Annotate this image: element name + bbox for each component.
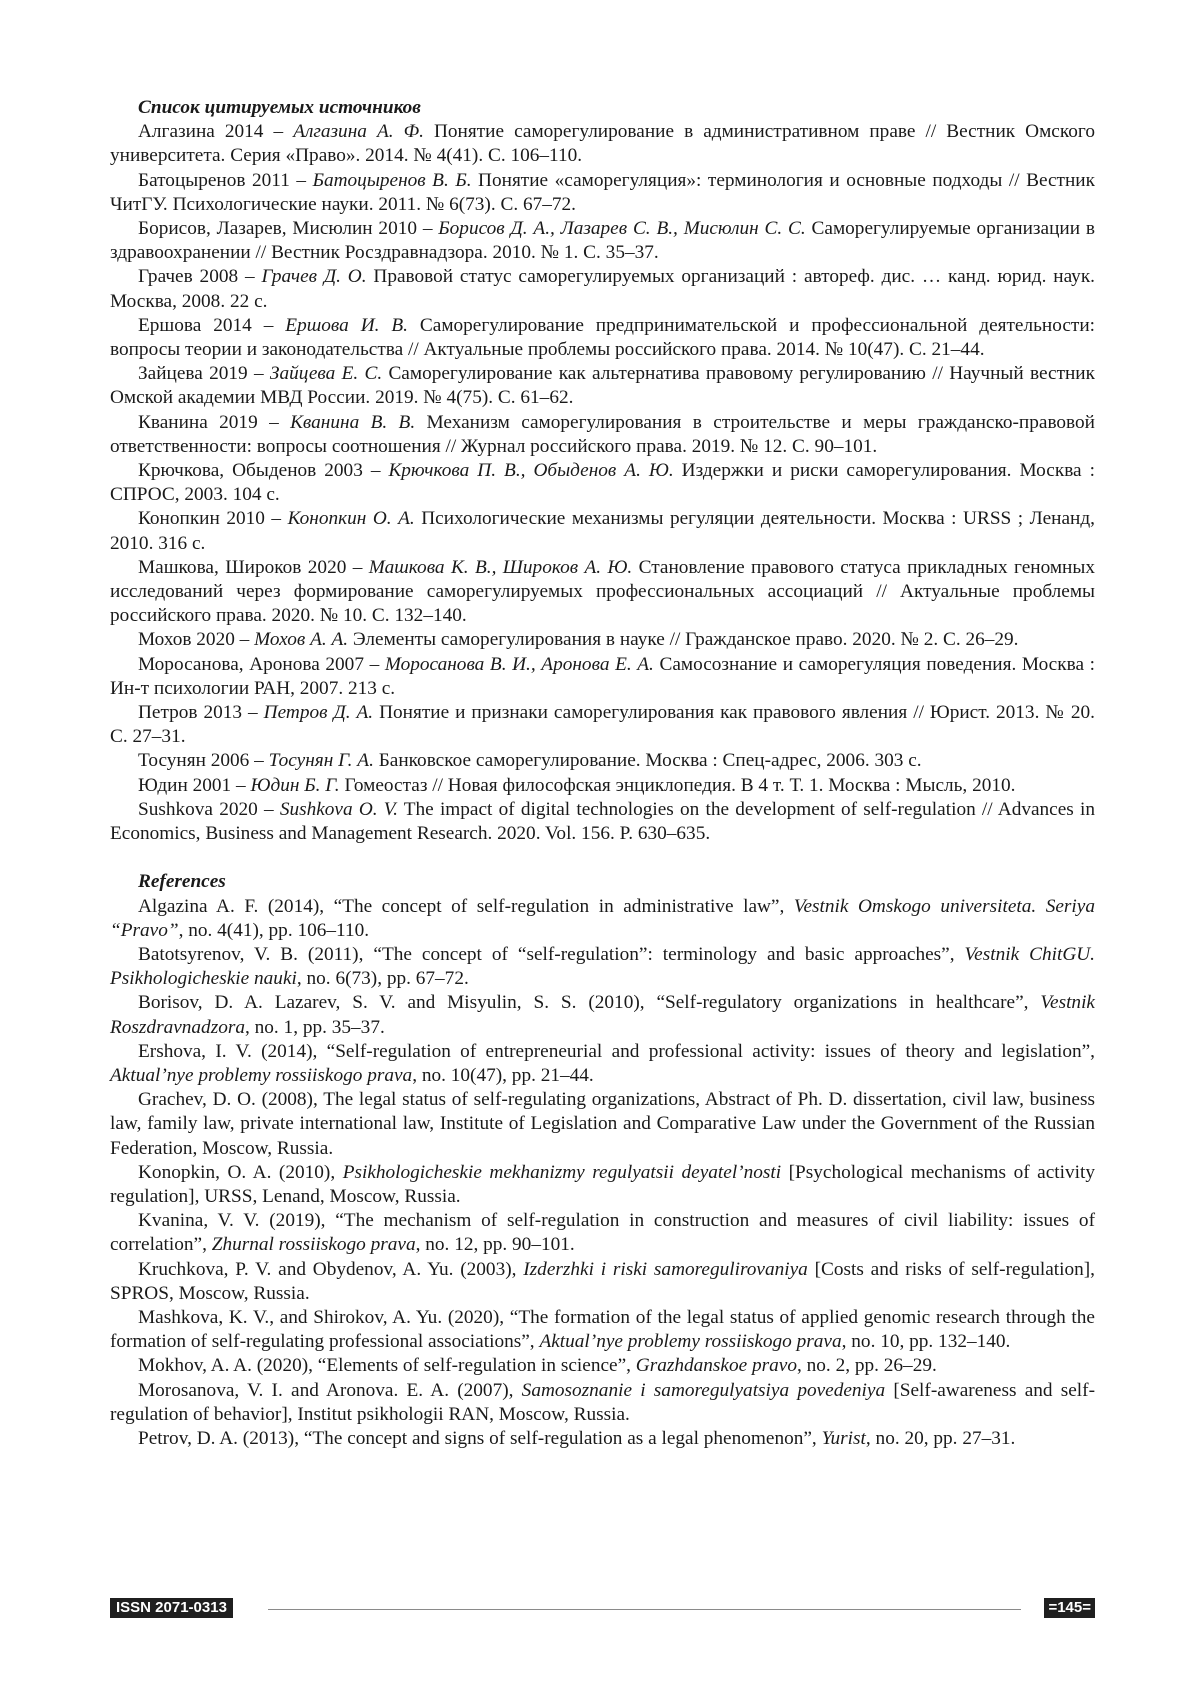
page-footer	[110, 1598, 1095, 1620]
ru-reference-entry: Ершова 2014 – Ершова И. В. Саморегулирование предпринимательской и профессиональной деятельности: вопросы теории и законодательства // Актуальные проблемы российского права. 2014. № 10(47). С. 21–44.	[110, 314, 1095, 362]
ru-reference-entry: Sushkova 2020 – Sushkova O. V. The impact of digital technologies on the development of self-regulation // Advances in Economics, Business and Management Research. 2020. Vol. 156. P. 630–635.	[110, 798, 1095, 846]
en-references-heading: References	[110, 870, 1095, 894]
footer-rule	[268, 1609, 1021, 1610]
en-reference-entry: Morosanova, V. I. and Aronova. E. A. (2007), Samosoznanie i samoregulyatsiya povedeniya [Self-awareness and self-regulation of behavior], Institut psikhologii RAN, Moscow, Russia.	[110, 1379, 1095, 1427]
en-reference-entry: Mashkova, K. V., and Shirokov, A. Yu. (2020), “The formation of the legal status of applied genomic research through the formation of self-regulating professional associations”, Aktual’nye problemy rossiiskogo prava, no. 10, pp. 132–140.	[110, 1306, 1095, 1354]
ru-reference-entry: Тосунян 2006 – Тосунян Г. А. Банковское саморегулирование. Москва : Спец-адрес, 2006. 303 с.	[110, 749, 1095, 773]
ru-references-heading: Список цитируемых источников	[110, 96, 1095, 120]
issn-label: ISSN 2071-0313	[110, 1598, 233, 1618]
en-reference-entry: Kruchkova, P. V. and Obydenov, A. Yu. (2003), Izderzhki i riski samoregulirovaniya [Costs and risks of self-regulation], SPROS, Moscow, Russia.	[110, 1258, 1095, 1306]
ru-reference-entry: Кванина 2019 – Кванина В. В. Механизм саморегулирования в строительстве и меры гражданско-правовой ответственности: вопросы соотношения // Журнал российского права. 2019. № 12. С. 90–101.	[110, 411, 1095, 459]
en-reference-entry: Algazina A. F. (2014), “The concept of self-regulation in administrative law”, Vestnik Omskogo universiteta. Seriya “Pravo”, no. 4(41), pp. 106–110.	[110, 895, 1095, 943]
ru-reference-entry: Мохов 2020 – Мохов А. А. Элементы саморегулирования в науке // Гражданское право. 2020. № 2. С. 26–29.	[110, 628, 1095, 652]
page-content	[110, 96, 1095, 1451]
ru-reference-entry: Петров 2013 – Петров Д. А. Понятие и признаки саморегулирования как правового явления // Юрист. 2013. № 20. С. 27–31.	[110, 701, 1095, 749]
ru-reference-entry: Алгазина 2014 – Алгазина А. Ф. Понятие саморегулирование в административном праве // Вестник Омского университета. Серия «Право». 2014. № 4(41). С. 106–110.	[110, 120, 1095, 168]
ru-reference-entry: Зайцева 2019 – Зайцева Е. С. Саморегулирование как альтернатива правовому регулированию // Научный вестник Омской академии МВД России. 2019. № 4(75). С. 61–62.	[110, 362, 1095, 410]
ru-reference-entry: Крючкова, Обыденов 2003 – Крючкова П. В., Обыденов А. Ю. Издержки и риски саморегулирования. Москва : СПРОС, 2003. 104 с.	[110, 459, 1095, 507]
en-reference-entry: Petrov, D. A. (2013), “The concept and signs of self-regulation as a legal phenomenon”, Yurist, no. 20, pp. 27–31.	[110, 1427, 1095, 1451]
ru-reference-entry: Конопкин 2010 – Конопкин О. А. Психологические механизмы регуляции деятельности. Москва : URSS ; Ленанд, 2010. 316 с.	[110, 507, 1095, 555]
en-reference-entry: Grachev, D. O. (2008), The legal status of self-regulating organizations, Abstract of Ph. D. dissertation, civil law, business law, family law, private international law, Institute of Legislation and Comparative Law under the Government of the Russian Federation, Moscow, Russia.	[110, 1088, 1095, 1161]
en-reference-entry: Konopkin, O. A. (2010), Psikhologicheskie mekhanizmy regulyatsii deyatel’nosti [Psychological mechanisms of activity regulation], URSS, Lenand, Moscow, Russia.	[110, 1161, 1095, 1209]
ru-reference-entry: Моросанова, Аронова 2007 – Моросанова В. И., Аронова Е. А. Самосознание и саморегуляция поведения. Москва : Ин-т психологии РАН, 2007. 213 с.	[110, 653, 1095, 701]
ru-reference-entry: Борисов, Лазарев, Мисюлин 2010 – Борисов Д. А., Лазарев С. В., Мисюлин С. С. Саморегулируемые организации в здравоохранении // Вестник Росздравнадзора. 2010. № 1. С. 35–37.	[110, 217, 1095, 265]
en-reference-entry: Batotsyrenov, V. B. (2011), “The concept of “self-regulation”: terminology and basic approaches”, Vestnik ChitGU. Psikhologicheskie nauki, no. 6(73), pp. 67–72.	[110, 943, 1095, 991]
ru-reference-entry: Батоцыренов 2011 – Батоцыренов В. Б. Понятие «саморегуляция»: терминология и основные подходы // Вестник ЧитГУ. Психологические науки. 2011. № 6(73). С. 67–72.	[110, 169, 1095, 217]
ru-reference-entry: Машкова, Широков 2020 – Машкова К. В., Широков А. Ю. Становление правового статуса прикладных геномных исследований через формирование саморегулируемых профессиональных ассоциаций // Актуальные проблемы российского права. 2020. № 10. С. 132–140.	[110, 556, 1095, 629]
ru-reference-entry: Юдин 2001 – Юдин Б. Г. Гомеостаз // Новая философская энциклопедия. В 4 т. Т. 1. Москва : Мысль, 2010.	[110, 774, 1095, 798]
en-reference-entry: Kvanina, V. V. (2019), “The mechanism of self-regulation in construction and measures of civil liability: issues of correlation”, Zhurnal rossiiskogo prava, no. 12, pp. 90–101.	[110, 1209, 1095, 1257]
en-reference-entry: Mokhov, A. A. (2020), “Elements of self-regulation in science”, Grazhdanskoe pravo, no. 2, pp. 26–29.	[110, 1354, 1095, 1378]
en-reference-entry: Ershova, I. V. (2014), “Self-regulation of entrepreneurial and professional activity: issues of theory and legislation”, Aktual’nye problemy rossiiskogo prava, no. 10(47), pp. 21–44.	[110, 1040, 1095, 1088]
ru-reference-entry: Грачев 2008 – Грачев Д. О. Правовой статус саморегулируемых организаций : автореф. дис. … канд. юрид. наук. Москва, 2008. 22 с.	[110, 265, 1095, 313]
en-reference-entry: Borisov, D. A. Lazarev, S. V. and Misyulin, S. S. (2010), “Self-regulatory organizations in healthcare”, Vestnik Roszdravnadzora, no. 1, pp. 35–37.	[110, 991, 1095, 1039]
section-spacer	[110, 846, 1095, 870]
page-number: =145=	[1044, 1598, 1095, 1618]
